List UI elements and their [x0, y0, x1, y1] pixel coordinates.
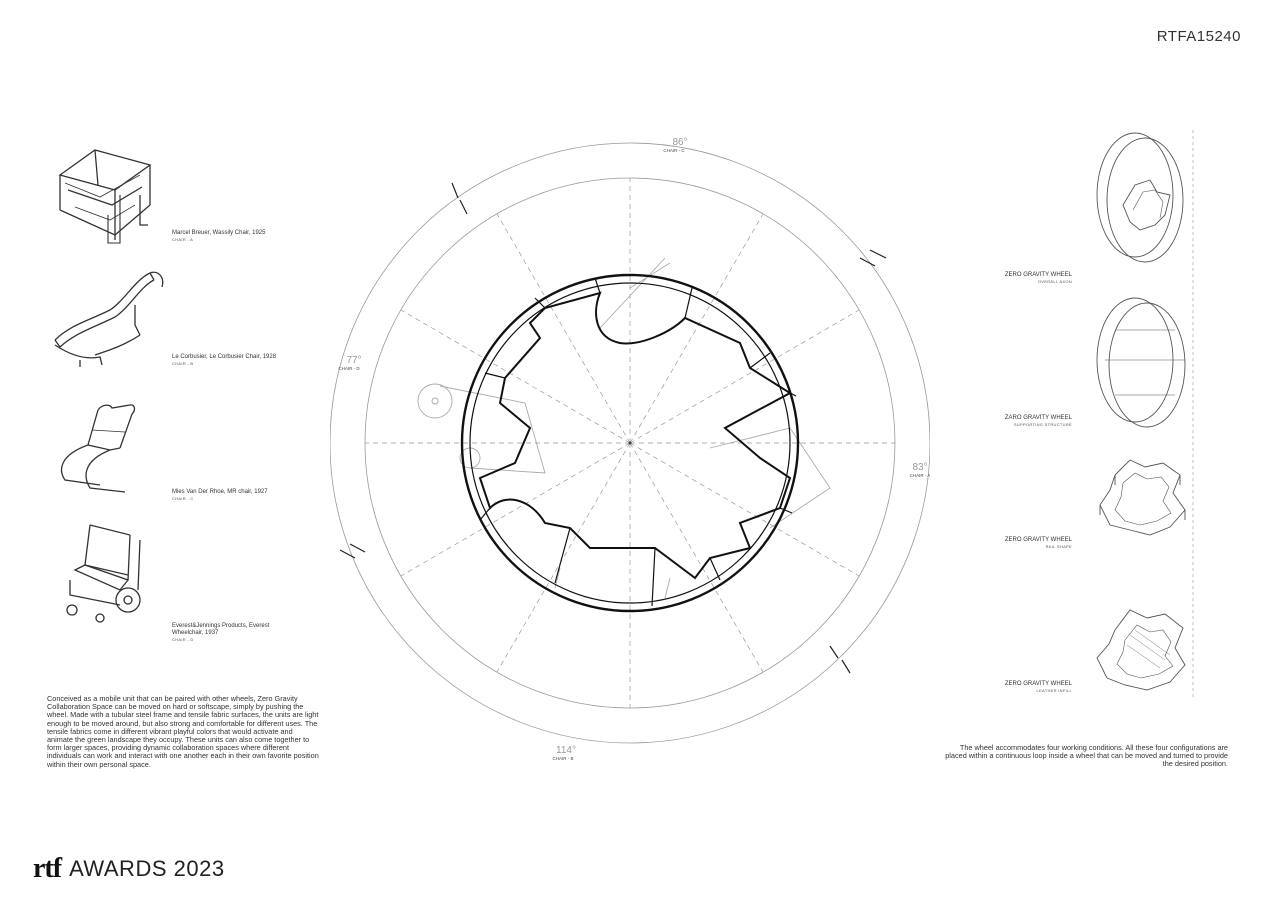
arc-tag-d: CHAIR - D	[338, 366, 360, 371]
arc-angle-b: 114°	[556, 745, 576, 756]
arc-tag-c: CHAIR - C	[663, 148, 685, 153]
arc-tag-a: CHAIR - A	[909, 473, 930, 478]
chair-caption-b: Le Corbusier, Le Corbusier Chair, 1928 CHAIR - B	[172, 354, 277, 366]
wheel-plan-diagram	[330, 128, 930, 768]
view-caption-4: ZERO GRAVITY WHEEL LEATHER INFILL	[1004, 681, 1072, 693]
configuration-note: The wheel accommodates four working conditions. All these four configurations are placed within a continuous loop inside a wheel that can be moved and turned to provide the desired position.	[945, 743, 1228, 769]
view-caption-1: ZERO GRAVITY WHEEL OVERALL AXON	[1004, 272, 1072, 284]
arc-angle-d: 77°	[346, 355, 362, 366]
rail-shape-drawing	[1100, 460, 1185, 535]
overall-axon-drawing	[1097, 133, 1183, 262]
description-text: Conceived as a mobile unit that can be paired with other wheels, Zero Gravity Collaboration Space can be moved on hard or softscape, simply by pushing the wheel. Made with a tubular steel frame and tensile fabric surfaces, the units are light enough to be moved around, but also strong and comfortable for different uses. The tensile fabrics come in different vibrant playful colors that would activate and animate the green landscape they occupy. These units can also come together to form larger spaces, providing dynamic collaboration spaces where different individuals can work and interact with one another each in their own favorite position within their own personal space.	[47, 694, 319, 769]
rtf-logo-mark: rtf	[33, 853, 62, 884]
rtf-awards-logo	[33, 853, 225, 885]
view-caption-3: ZERO GRAVITY WHEEL RAIL SHAPE	[1004, 537, 1072, 549]
dimension-ticks	[340, 183, 886, 673]
center-point	[629, 442, 632, 445]
supporting-structure-drawing	[1097, 298, 1185, 427]
arc-angle-c: 86°	[672, 137, 688, 148]
wheelchair-drawing	[67, 525, 140, 622]
sheet-id: RTFA15240	[1156, 28, 1241, 45]
wassily-chair-drawing	[60, 150, 150, 243]
lc4-chair-drawing	[55, 272, 163, 367]
wheel-inner-rail	[480, 293, 790, 578]
chair-drawings	[40, 135, 170, 655]
wheel-ribs	[480, 278, 796, 606]
chair-caption-a: Marcel Breuer, Wassily Chair, 1925 CHAIR - A	[172, 230, 266, 242]
leather-infill-drawing	[1097, 610, 1185, 690]
view-caption-2: ZARO GRAVITY WHEEL SUPPORTING STRUCTURE	[1004, 415, 1072, 427]
chair-caption-d: Everest&Jennings Products, Everest Wheelchair, 1937 CHAIR - D	[172, 623, 270, 642]
awards-year-text: AWARDS 2023	[69, 856, 225, 881]
arc-angle-a: 83°	[912, 462, 928, 473]
arc-tag-b: CHAIR - B	[552, 756, 574, 761]
mr-chair-drawing	[62, 405, 135, 492]
chair-caption-c: Mies Van Der Rhoe, MR chair, 1927 CHAIR - C	[172, 489, 268, 501]
wheel-axon-views	[1085, 130, 1205, 705]
